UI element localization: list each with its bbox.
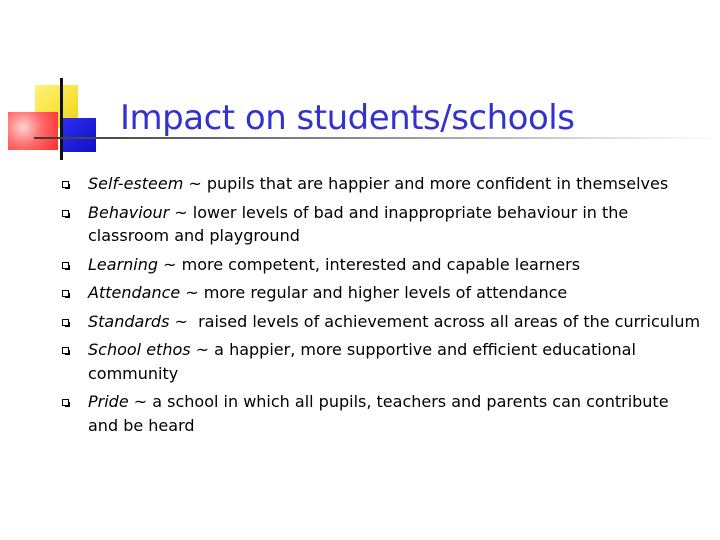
bullet-term: Pride: [88, 392, 129, 411]
bullet-term: Attendance: [88, 283, 181, 302]
bullet-item: [62, 253, 702, 277]
square-bullet-icon: [62, 290, 69, 297]
bullet-text: ~ a school in which all pupils, teachers and parents can contribute and be heard: [88, 392, 669, 435]
bullet-text: ~ raised levels of achievement across all areas of the curriculum: [169, 311, 701, 331]
bullet-term: Self-esteem: [88, 174, 184, 193]
bullet-text: ~ pupils that are happier and more confident in themselves: [183, 174, 669, 193]
bullet-text: ~ a happier, more supportive and efficient educational community: [88, 340, 636, 383]
bullet-text: ~ lower levels of bad and inappropriate behaviour in the classroom and playground: [88, 202, 629, 245]
square-bullet-icon: [62, 399, 69, 406]
bullet-item: [62, 172, 702, 196]
blue-square-decoration: [62, 118, 96, 152]
bullet-term: Standards: [88, 311, 170, 331]
bullet-term: Behaviour: [88, 202, 170, 222]
square-bullet-icon: [62, 262, 69, 269]
bullet-item: [62, 390, 702, 437]
bullet-term: Learning: [88, 254, 159, 274]
square-bullet-icon: [62, 347, 69, 354]
bullet-item: [62, 281, 702, 305]
square-bullet-icon: [62, 319, 69, 326]
bullet-text: ~ more regular and higher levels of attendance: [180, 283, 568, 302]
slide-title: Impact on students/schools: [120, 98, 575, 138]
square-bullet-icon: [62, 181, 69, 188]
bullet-term: School ethos: [88, 340, 191, 359]
bullet-list: [62, 172, 702, 442]
vertical-rule-decoration: [60, 78, 63, 160]
bullet-item: [62, 201, 702, 248]
bullet-item: [62, 338, 702, 385]
red-square-decoration: [8, 112, 58, 150]
bullet-item: [62, 310, 702, 334]
bullet-text: ~ more competent, interested and capable learners: [158, 254, 581, 274]
square-bullet-icon: [62, 210, 69, 217]
